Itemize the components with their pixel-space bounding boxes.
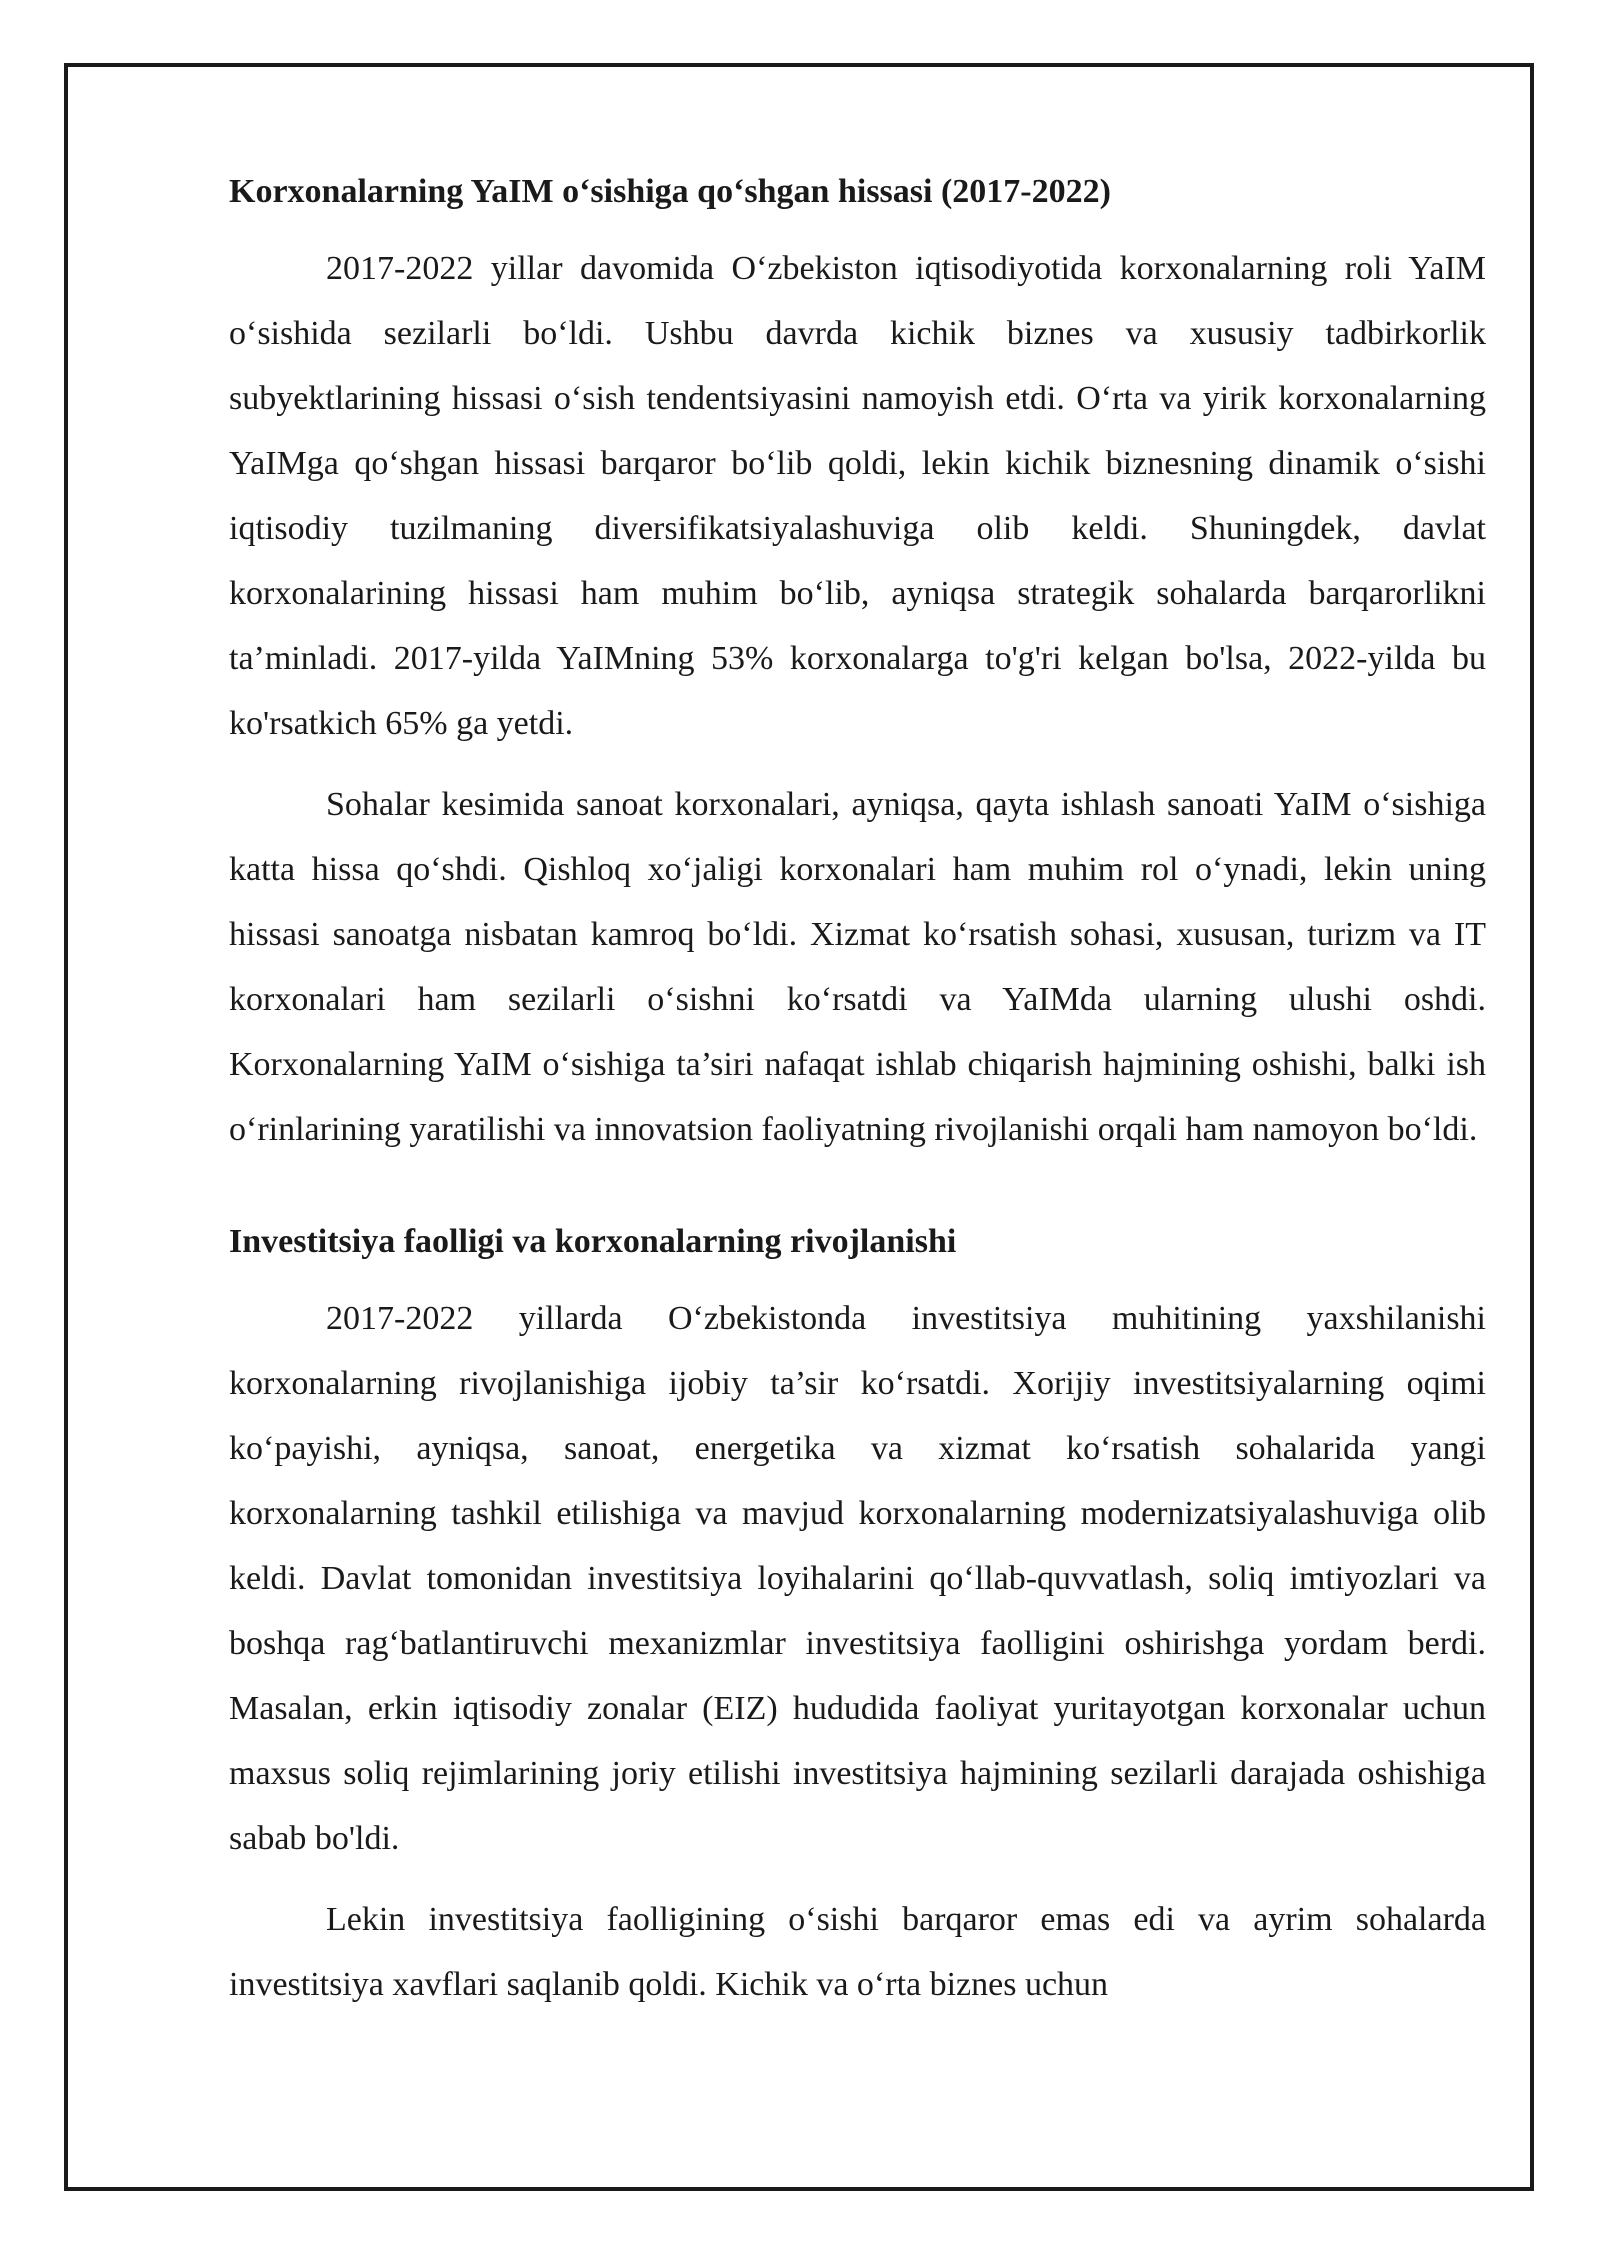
paragraph: 2017-2022 yillar davomida O‘zbekiston iqtisodiyotida korxonalarning roli YaIM o‘sishida sezilarli bo‘ldi. Ushbu davrda kichik biznes va xususiy tadbirkorlik subyektlarining hissasi o‘sish tendentsiyasini namoyish etdi. O‘rta va yirik korxonalarning YaIMga qo‘shgan hissasi barqaror bo‘lib qoldi, lekin kichik biznesning dinamik o‘sishi iqtisodiy tuzilmaning diversifikatsiyalashuviga olib keldi. Shuningdek, davlat korxonalarining hissasi ham muhim bo‘lib, ayniqsa strategik sohalarda barqarorlikni ta’minladi. 2017-yilda YaIMning 53% korxonalarga to'g'ri kelgan bo'lsa, 2022-yilda bu ko'rsatkich 65% ga yetdi.	[229, 250, 1486, 742]
paragraph: Lekin investitsiya faolligining o‘sishi barqaror emas edi va ayrim sohalarda investitsiya xavflari saqlanib qoldi. Kichik va o‘rta biznes uchun	[229, 1901, 1486, 2003]
document-body	[229, 170, 1486, 2033]
section-heading-gdp-contribution: Korxonalarning YaIM o‘sishiga qo‘shgan hissasi (2017-2022)	[229, 173, 1111, 210]
paragraph: 2017-2022 yillarda O‘zbekistonda investitsiya muhitining yaxshilanishi korxonalarning rivojlanishiga ijobiy ta’sir ko‘rsatdi. Xorijiy investitsiyalarning oqimi ko‘payishi, ayniqsa, sanoat, energetika va xizmat ko‘rsatish sohalarida yangi korxonalarning tashkil etilishiga va mavjud korxonalarning modernizatsiyalashuviga olib keldi. Davlat tomonidan investitsiya loyihalarini qo‘llab-quvvatlash, soliq imtiyozlari va boshqa rag‘batlantiruvchi mexanizmlar investitsiya faolligini oshirishga yordam berdi. Masalan, erkin iqtisodiy zonalar (EIZ) hududida faoliyat yuritayotgan korxonalar uchun maxsus soliq rejimlarining joriy etilishi investitsiya hajmining sezilarli darajada oshishiga sabab bo'ldi.	[229, 1300, 1486, 1857]
paragraph: Sohalar kesimida sanoat korxonalari, ayniqsa, qayta ishlash sanoati YaIM o‘sishiga katta hissa qo‘shdi. Qishloq xo‘jaligi korxonalari ham muhim rol o‘ynadi, lekin uning hissasi sanoatga nisbatan kamroq bo‘ldi. Xizmat ko‘rsatish sohasi, xususan, turizm va IT korxonalari ham sezilarli o‘sishni ko‘rsatdi va YaIMda ularning ulushi oshdi. Korxonalarning YaIM o‘sishiga ta’siri nafaqat ishlab chiqarish hajmining oshishi, balki ish o‘rinlarining yaratilishi va innovatsion faoliyatning rivojlanishi orqali ham namoyon bo‘ldi.	[229, 786, 1486, 1148]
section-heading-investment-activity: Investitsiya faolligi va korxonalarning rivojlanishi	[229, 1223, 957, 1260]
